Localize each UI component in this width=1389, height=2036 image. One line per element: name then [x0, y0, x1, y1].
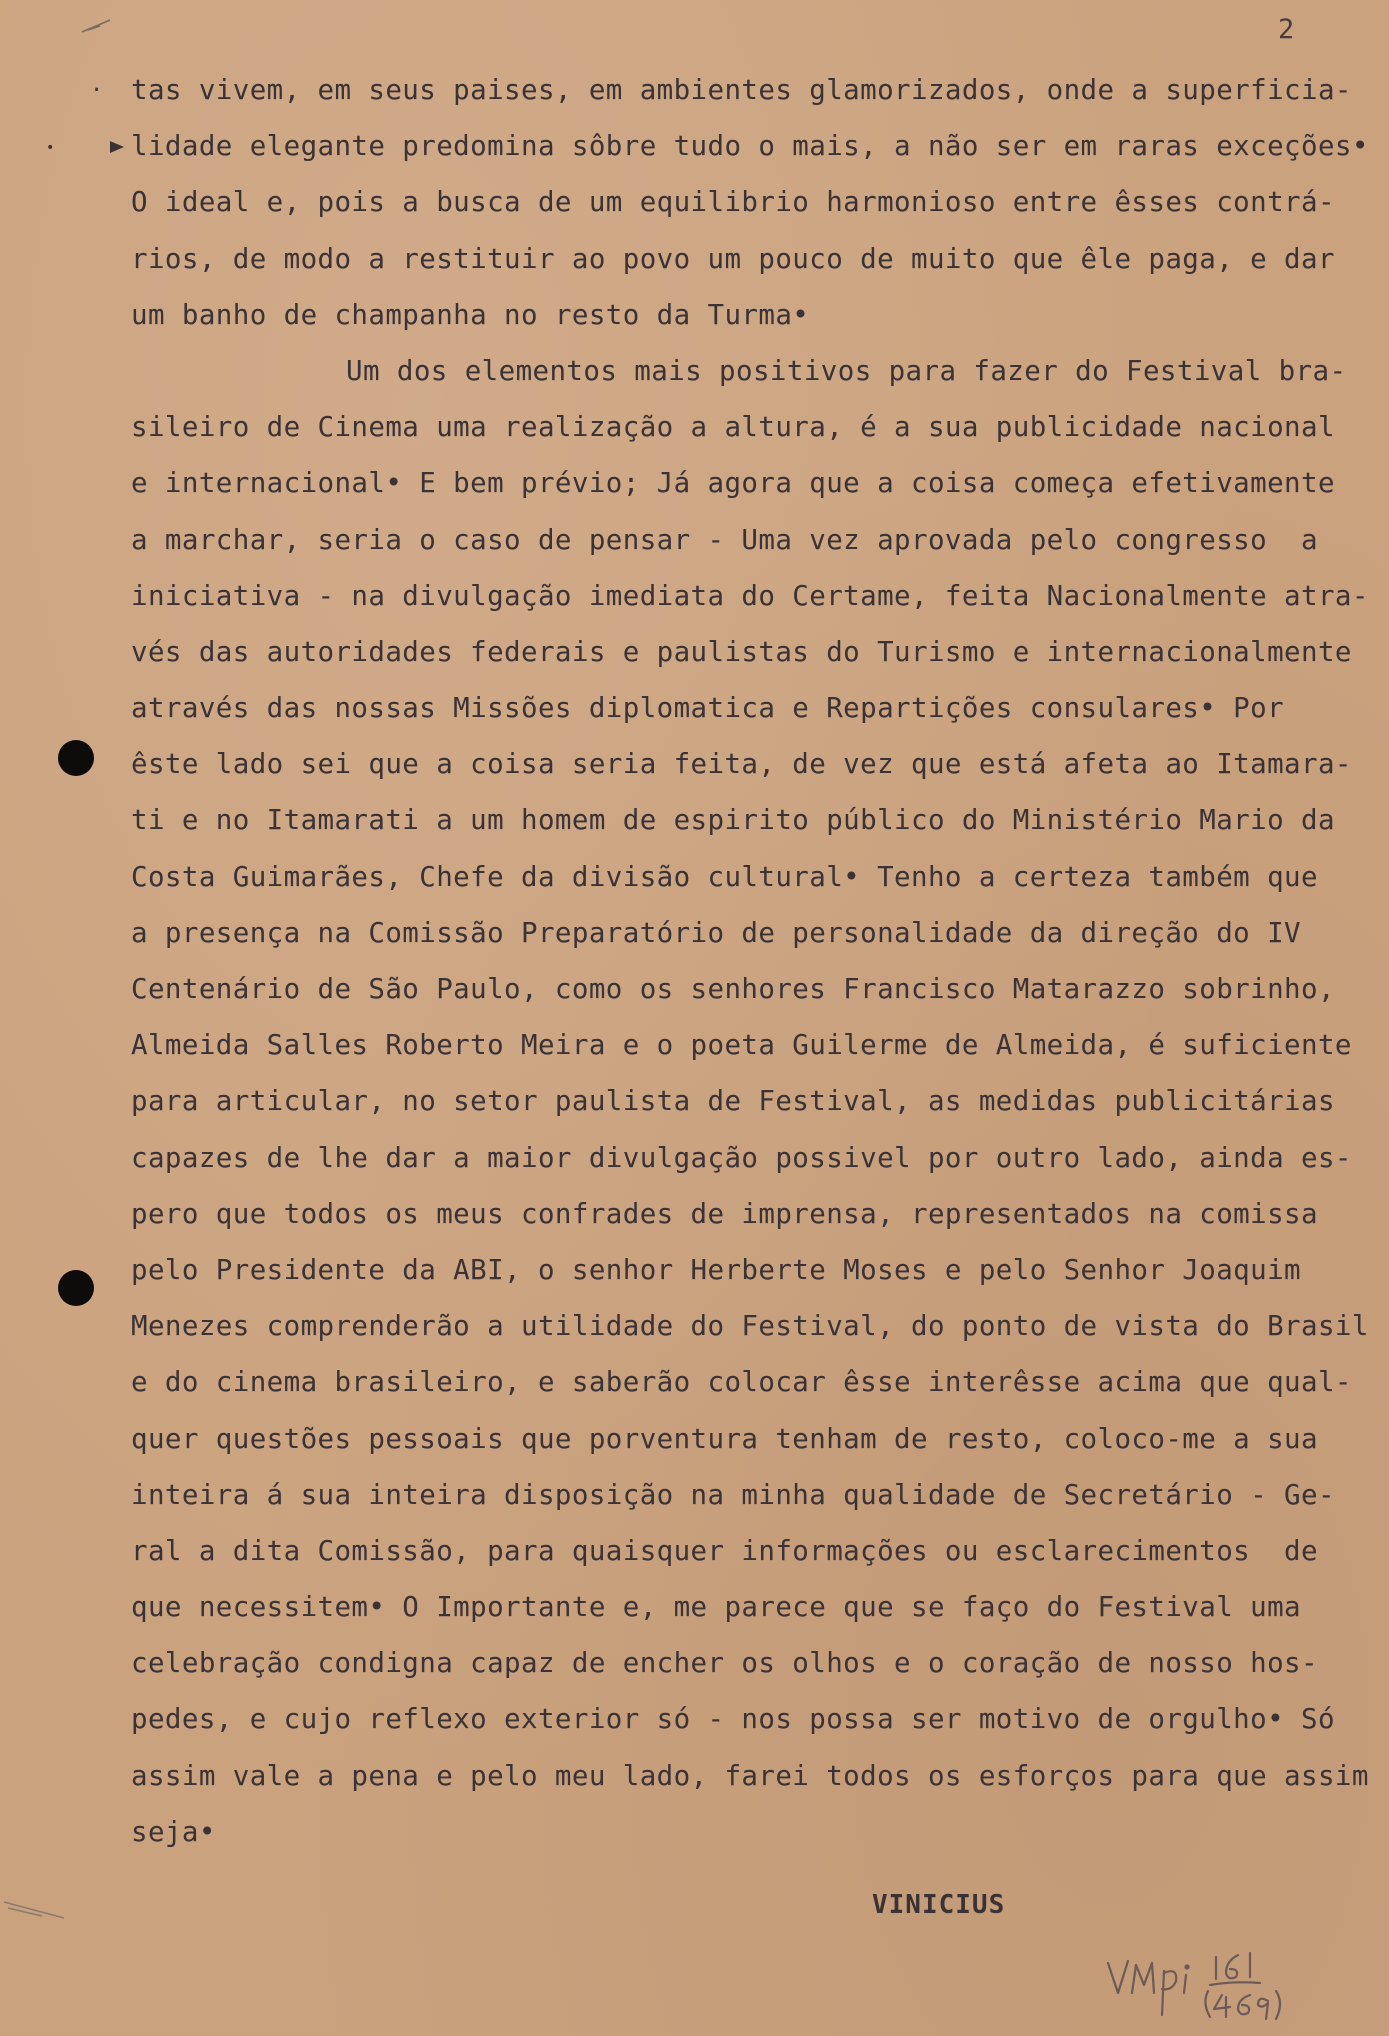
text-line: pelo Presidente da ABI, o senhor Herberte Moses e pelo Senhor Joaquim — [131, 1253, 1301, 1286]
text-line: iniciativa - na divulgação imediata do Certame, feita Nacionalmente atra- — [131, 579, 1369, 612]
margin-arrow-icon — [108, 138, 128, 156]
text-line: lidade elegante predomina sôbre tudo o mais, a não ser em raras exceções• — [131, 130, 1369, 163]
text-line: sileiro de Cinema uma realização a altura, é a sua publicidade nacional — [131, 411, 1335, 444]
punch-hole — [58, 1270, 94, 1306]
text-line: Almeida Salles Roberto Meira e o poeta Guilerme de Almeida, é suficiente — [131, 1029, 1352, 1062]
bottom-left-pencil-mark — [2, 1898, 68, 1922]
text-line: ral a dita Comissão, para quaisquer informações ou esclarecimentos de — [131, 1534, 1318, 1567]
text-line: através das nossas Missões diplomatica e Repartições consulares• Por — [131, 692, 1285, 725]
text-line: rios, de modo a restituir ao povo um pouco de muito que êle paga, e dar — [131, 242, 1335, 275]
text-line: celebração condigna capaz de encher os olhos e o coração de nosso hos- — [131, 1647, 1318, 1680]
text-line: a marchar, seria o caso de pensar - Uma vez aprovada pelo congresso a — [131, 523, 1318, 556]
text-line: quer questões pessoais que porventura tenham de resto, coloco-me a sua — [131, 1422, 1318, 1455]
text-line: para articular, no setor paulista de Festival, as medidas publicitárias — [131, 1085, 1335, 1118]
margin-mark-small: • — [46, 140, 55, 156]
text-line: capazes de lhe dar a maior divulgação possivel por outro lado, ainda es- — [131, 1141, 1352, 1174]
punch-hole — [58, 740, 94, 776]
text-line: e do cinema brasileiro, e saberão colocar êsse interêsse acima que qual- — [131, 1366, 1352, 1399]
text-line: êste lado sei que a coisa seria feita, de vez que está afeta ao Itamara- — [131, 748, 1352, 781]
margin-mark-dot: . — [90, 72, 104, 97]
text-line: pero que todos os meus confrades de imprensa, representados na comissa — [131, 1197, 1318, 1230]
text-line: seja• — [131, 1815, 216, 1848]
text-line: inteira á sua inteira disposição na minha qualidade de Secretário - Ge- — [131, 1478, 1335, 1511]
text-line: pedes, e cujo reflexo exterior só - nos possa ser motivo de orgulho• Só — [131, 1703, 1335, 1736]
text-line: e internacional• E bem prévio; Já agora que a coisa começa efetivamente — [131, 467, 1335, 500]
text-line: O ideal e, pois a busca de um equilibrio harmonioso entre êsses contrá- — [131, 186, 1335, 219]
corner-pencil-mark — [80, 16, 116, 36]
handwritten-archive-reference — [1104, 1935, 1324, 2025]
text-line: assim vale a pena e pelo meu lado, farei todos os esforços para que assim — [131, 1759, 1369, 1792]
text-line: Costa Guimarães, Chefe da divisão cultural• Tenho a certeza também que — [131, 860, 1318, 893]
text-line: que necessitem• O Importante e, me parece que se faço do Festival uma — [131, 1591, 1301, 1624]
paragraph-start-line: Um dos elementos mais positivos para fazer do Festival bra- — [346, 354, 1347, 387]
text-line: Menezes comprenderão a utilidade do Festival, do ponto de vista do Brasil — [131, 1310, 1369, 1343]
text-line: ti e no Itamarati a um homem de espirito público do Ministério Mario da — [131, 804, 1335, 837]
text-line: vés das autoridades federais e paulistas do Turismo e internacionalmente — [131, 635, 1352, 668]
text-line: um banho de champanha no resto da Turma• — [131, 298, 810, 331]
text-line: tas vivem, em seus paises, em ambientes glamorizados, onde a superficia- — [131, 74, 1352, 106]
signature: VINICIUS — [872, 1890, 1006, 1920]
text-line: a presença na Comissão Preparatório de personalidade da direção do IV — [131, 916, 1301, 949]
text-line: Centenário de São Paulo, como os senhores Francisco Matarazzo sobrinho, — [131, 973, 1335, 1005]
letter-body — [131, 62, 1369, 1860]
page-number: 2 — [1278, 14, 1295, 45]
